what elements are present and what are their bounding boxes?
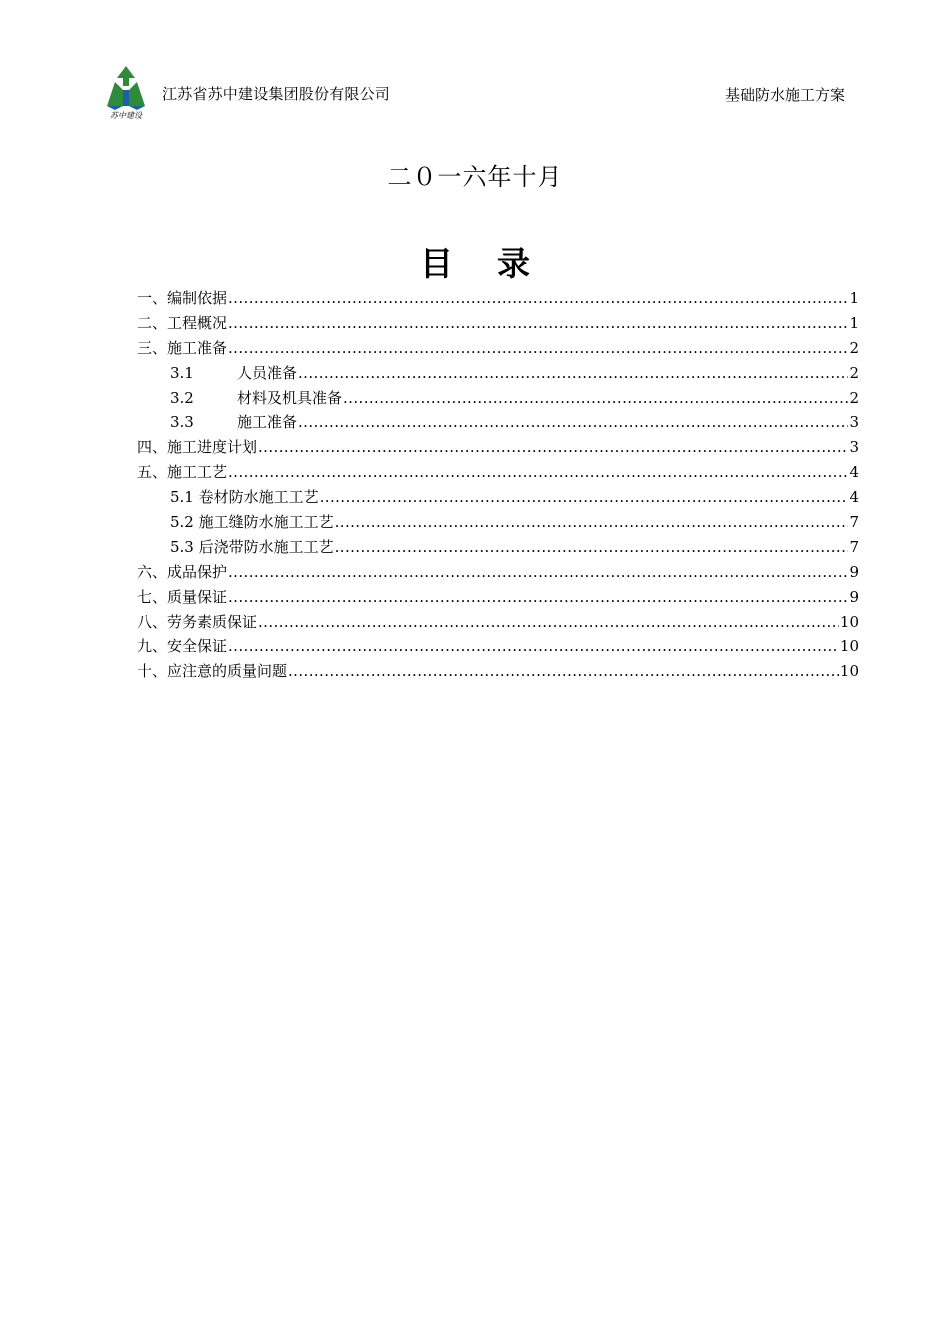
toc-entry[interactable] (137, 634, 859, 659)
toc-entry-page: 2 (849, 338, 859, 357)
toc-leader-dots (320, 485, 849, 510)
toc-leader-dots (228, 460, 848, 485)
toc-leader-dots (298, 361, 848, 386)
toc-leader-dots (228, 336, 848, 361)
toc-entry-page: 4 (849, 488, 859, 507)
page-header (105, 66, 845, 122)
toc-entry-label: 人员准备 (237, 363, 298, 382)
toc-leader-dots (228, 560, 848, 585)
toc-entry-page: 1 (849, 313, 859, 332)
toc-heading (0, 238, 950, 285)
table-of-contents (137, 286, 859, 684)
toc-entry-label: 5.2 施工缝防水施工工艺 (170, 513, 334, 532)
toc-entry-page: 10 (839, 612, 859, 631)
company-name: 江苏省苏中建设集团股份有限公司 (162, 85, 391, 103)
toc-entry-page: 7 (849, 513, 859, 532)
toc-entry-page: 1 (849, 289, 859, 307)
toc-entry-label: 六、成品保护 (137, 562, 228, 581)
toc-entry[interactable] (137, 410, 859, 435)
toc-entry-page: 9 (849, 562, 859, 581)
toc-entry-label: 五、施工工艺 (137, 463, 228, 482)
toc-entry-number: 3.1 (170, 363, 194, 382)
toc-entry-label: 施工准备 (237, 413, 298, 432)
toc-leader-dots (335, 535, 849, 560)
toc-entry[interactable] (137, 435, 859, 460)
svg-text:苏中建设: 苏中建设 (110, 111, 142, 120)
toc-entry-label: 二、工程概况 (137, 313, 228, 332)
toc-entry-label: 一、编制依据 (137, 289, 228, 307)
toc-leader-dots (228, 585, 848, 610)
toc-leader-dots (228, 634, 839, 659)
toc-entry-page: 2 (849, 388, 859, 407)
toc-entry-page: 3 (849, 413, 859, 432)
toc-entry[interactable] (137, 336, 859, 361)
toc-entry-label: 5.1 卷材防水施工工艺 (170, 488, 319, 507)
toc-heading-right: 录 (497, 244, 530, 283)
toc-entry[interactable] (137, 585, 859, 610)
toc-entry[interactable] (137, 460, 859, 485)
toc-entry-label: 八、劳务素质保证 (137, 612, 258, 631)
toc-leader-dots (298, 410, 848, 435)
toc-leader-dots (228, 311, 848, 336)
toc-entry-page: 10 (839, 637, 859, 656)
toc-entry-number: 3.3 (170, 413, 194, 432)
toc-entry-label: 材料及机具准备 (237, 388, 343, 407)
toc-entry-label: 十、应注意的质量问题 (137, 662, 288, 681)
toc-entry-label: 九、安全保证 (137, 637, 228, 656)
date-line: 二０一六年十月 (387, 163, 563, 191)
toc-entry-label: 七、质量保证 (137, 587, 228, 606)
toc-entry-page: 4 (849, 463, 859, 482)
toc-entry-page: 2 (849, 363, 859, 382)
toc-leader-dots (258, 610, 839, 635)
toc-leader-dots (343, 386, 848, 411)
toc-entry[interactable] (137, 535, 859, 560)
toc-entry-page: 3 (849, 438, 859, 457)
toc-entry[interactable] (137, 560, 859, 585)
company-logo (105, 66, 147, 120)
toc-leader-dots (335, 510, 849, 535)
toc-entry[interactable] (137, 485, 859, 510)
toc-entry[interactable] (137, 610, 859, 635)
toc-entry-label: 四、施工进度计划 (137, 438, 258, 457)
document-title: 基础防水施工方案 (724, 86, 845, 104)
toc-entry-label: 三、施工准备 (137, 338, 228, 357)
toc-entry-page: 9 (849, 587, 859, 606)
toc-entry-page: 10 (839, 662, 859, 681)
toc-entry[interactable] (137, 311, 859, 336)
toc-heading-left: 目 (420, 244, 453, 283)
toc-entry[interactable] (137, 386, 859, 411)
toc-entry[interactable] (137, 361, 859, 386)
toc-leader-dots (258, 435, 848, 460)
toc-entry-page: 7 (849, 537, 859, 556)
toc-entry[interactable] (137, 286, 859, 311)
toc-leader-dots (288, 659, 839, 684)
toc-entry-number: 3.2 (170, 388, 194, 407)
toc-entry-label: 5.3 后浇带防水施工工艺 (170, 537, 334, 556)
toc-entry[interactable] (137, 659, 859, 684)
toc-leader-dots (228, 286, 848, 311)
toc-entry[interactable] (137, 510, 859, 535)
